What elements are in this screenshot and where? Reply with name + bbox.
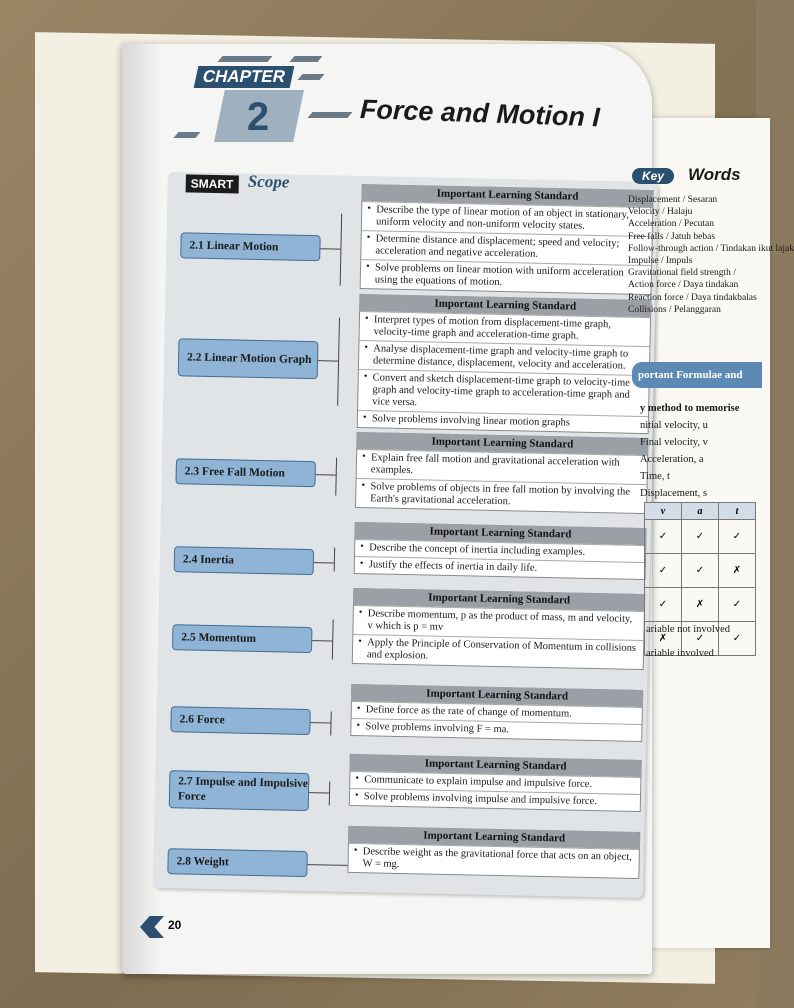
standard-item: • Convert and sketch displacement-time graph to velocity-time graph and velocity-time graph to acceleration-time graph and vice versa.	[358, 369, 649, 416]
connector	[309, 792, 329, 793]
standard-box-2-7	[349, 754, 642, 812]
smart-scope-panel	[153, 172, 658, 898]
standard-item: • Apply the Principle of Conservation of Momentum in collisions and explosion.	[353, 634, 644, 669]
table-cell: ✓	[682, 520, 719, 554]
table-header: a	[682, 503, 719, 520]
standard-heading: Important Learning Standard	[353, 588, 645, 611]
standard-item: • Solve problems of objects in free fall motion by involving the Earth's gravitational acceleration.	[356, 478, 647, 513]
table-cell: ✓	[645, 588, 682, 622]
decor-stripe	[289, 56, 322, 62]
connector	[330, 712, 332, 736]
table-row	[645, 554, 756, 588]
standard-item: • Solve problems on linear motion with uniform acceleration using the equations of motion.	[361, 259, 652, 294]
standard-heading: Important Learning Standard	[348, 826, 640, 849]
connector	[312, 640, 332, 641]
smart-tag: SMART	[186, 174, 239, 193]
connector	[320, 248, 340, 249]
topic-linear-motion-graph: 2.2 Linear Motion Graph	[178, 338, 319, 379]
scope-word: Scope	[247, 171, 290, 192]
standard-item: • Solve problems involving impulse and impulsive force.	[350, 788, 640, 811]
key-word: Velocity / Halaju	[628, 207, 693, 218]
connector	[318, 360, 338, 361]
table-cell: ✗	[645, 622, 682, 656]
key-word: Reaction force / Daya tindakbalas	[628, 292, 757, 303]
standard-item: • Describe the type of linear motion of an object in stationary, uniform velocity and non-uniform velocity states.	[362, 201, 653, 236]
topic-weight: 2.8 Weight	[167, 848, 308, 877]
involved-note: ariable involved	[646, 648, 714, 659]
chapter-number: 2	[246, 95, 270, 139]
standard-box-2-8	[347, 826, 640, 879]
standard-item: • Solve problems involving F = ma.	[351, 718, 641, 741]
key-tag: Key	[632, 168, 674, 184]
standard-item: • Determine distance and displacement; speed and velocity; acceleration and negative acceleration.	[361, 230, 652, 265]
connector	[316, 474, 336, 475]
key-words-title: Words	[688, 165, 741, 184]
standard-heading: Important Learning Standard	[356, 432, 648, 455]
formulae-heading: portant Formulae and	[632, 362, 762, 388]
page-number-text: 20	[168, 918, 182, 932]
connector	[314, 562, 334, 563]
connector	[334, 548, 336, 572]
standard-heading: Important Learning Standard	[349, 754, 641, 777]
standard-box-2-4	[354, 522, 647, 580]
key-words-box	[626, 165, 794, 322]
key-word: Gravitational field strength /	[628, 268, 736, 279]
not-involved-note: ariable not involved	[646, 624, 730, 635]
variable: Displacement, s	[640, 488, 708, 499]
table-cell: ✓	[719, 520, 756, 554]
standard-box-2-1	[360, 184, 654, 295]
page-number	[140, 916, 188, 938]
standard-item: • Analyse displacement-time graph and velocity-time graph to determine distance, displacement, velocity and acceleration.	[359, 340, 650, 375]
variable: Acceleration, a	[640, 454, 704, 465]
key-word: Impulse / Impuls	[628, 256, 693, 267]
connector	[329, 782, 331, 806]
decor-stripe	[217, 56, 272, 62]
chapter-title: Force and Motion I	[359, 94, 601, 133]
standard-item: • Solve problems involving linear motion graphs	[358, 410, 648, 433]
standard-box-2-5	[352, 588, 646, 670]
page-arrow-icon	[140, 916, 164, 938]
table-cell: ✓	[645, 554, 682, 588]
connector	[310, 722, 330, 723]
standard-item: • Define force as the rate of change of momentum.	[352, 701, 642, 724]
standard-box-2-6	[350, 684, 643, 742]
variable: Final velocity, v	[640, 437, 708, 448]
table-cell: ✗	[682, 588, 719, 622]
memorise-title: y method to memorise	[640, 403, 740, 414]
standard-item: • Describe momentum, p as the product of mass, m and velocity, v which is p = mv	[353, 605, 644, 640]
table-row	[645, 520, 756, 554]
connector	[308, 864, 348, 866]
key-word: Displacement / Sesaran	[628, 195, 718, 205]
table-cell: ✓	[682, 622, 719, 656]
standard-heading: Important Learning Standard	[361, 184, 653, 207]
connector	[340, 214, 343, 286]
key-word: Collisions / Pelanggaran	[628, 304, 721, 315]
standard-heading: Important Learning Standard	[354, 522, 646, 545]
standard-item: • Justify the effects of inertia in daily life.	[355, 556, 645, 579]
table-cell: ✓	[682, 554, 719, 588]
standard-item: • Explain free fall motion and gravitational acceleration with examples.	[357, 449, 648, 484]
standard-item: • Describe the concept of inertia including examples.	[355, 539, 645, 562]
topic-inertia: 2.4 Inertia	[174, 546, 315, 575]
standard-item: • Describe weight as the gravitational force that acts on an object, W = mg.	[348, 843, 639, 878]
standard-item: • Communicate to explain impulse and impulsive force.	[350, 771, 640, 794]
standard-item: • Interpret types of motion from displacement-time graph, velocity-time graph and acceleration-time graph.	[360, 311, 651, 346]
decor-stripe	[307, 112, 352, 118]
topic-force: 2.6 Force	[170, 706, 311, 735]
table-cell: ✓	[719, 588, 756, 622]
key-word: Acceleration / Pecutan	[628, 219, 714, 230]
key-word: Follow-through action / Tindakan ikut lajak	[628, 243, 794, 254]
topic-linear-motion: 2.1 Linear Motion	[180, 232, 321, 261]
connector	[332, 620, 334, 660]
table-cell: ✓	[645, 520, 682, 554]
table-row	[645, 588, 756, 622]
standard-heading: Important Learning Standard	[351, 684, 643, 707]
variable: Time, t	[640, 471, 670, 482]
topic-free-fall-motion: 2.3 Free Fall Motion	[175, 458, 316, 487]
table-header: v	[645, 503, 682, 520]
table-header: t	[719, 503, 756, 520]
topic-impulse: 2.7 Impulse and Impulsive Force	[169, 770, 310, 811]
table-cell: ✗	[719, 554, 756, 588]
topic-momentum: 2.5 Momentum	[172, 624, 313, 653]
standard-box-2-2	[357, 294, 652, 434]
connector	[337, 318, 340, 406]
key-word: Action force / Daya tindakan	[628, 280, 739, 291]
standard-heading: Important Learning Standard	[359, 294, 651, 317]
key-words-list	[628, 194, 794, 316]
table-cell: ✓	[719, 622, 756, 656]
chapter-label: CHAPTER	[194, 66, 295, 88]
standard-box-2-3	[355, 432, 649, 514]
connector	[335, 458, 337, 496]
variable: nitial velocity, u	[640, 420, 708, 431]
key-word: Free falls / Jatuh bebas	[628, 231, 716, 242]
memorise-list	[640, 400, 739, 502]
